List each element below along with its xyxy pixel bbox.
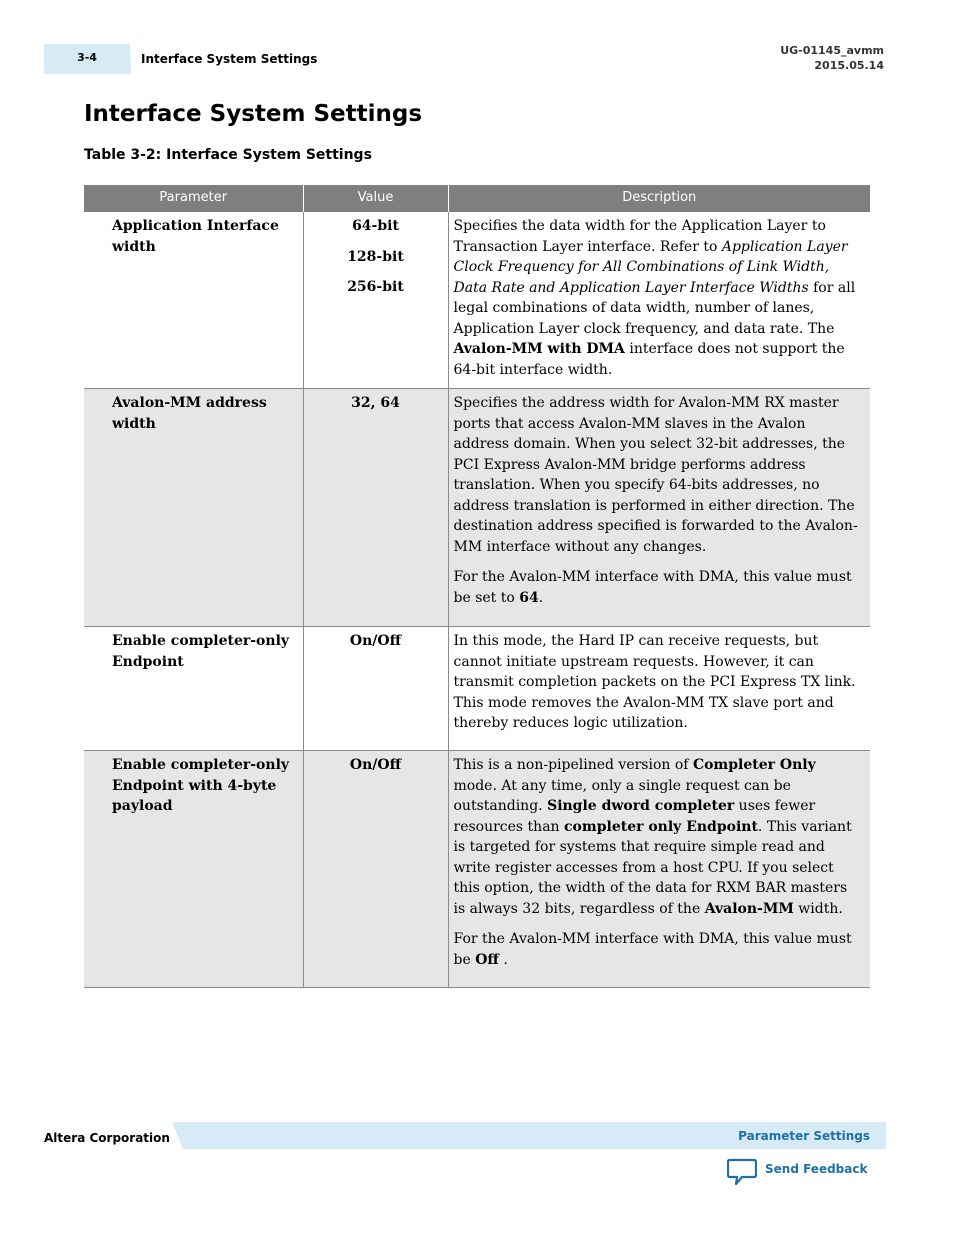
table-row xyxy=(84,627,870,751)
table-caption: Table 3-2: Interface System Settings xyxy=(84,147,372,163)
value-option: On/Off xyxy=(349,757,402,773)
value-cell xyxy=(303,627,448,751)
send-feedback-link[interactable]: Send Feedback xyxy=(765,1162,868,1176)
column-header-description: Description xyxy=(448,185,870,212)
description-paragraph: For the Avalon-MM interface with DMA, this value must be set to 64. xyxy=(453,569,852,606)
value-cell xyxy=(303,751,448,988)
document-date: 2015.05.14 xyxy=(814,59,884,72)
table-row xyxy=(84,212,870,389)
value-cell xyxy=(303,389,448,627)
parameter-name: Avalon-MM address width xyxy=(84,389,303,627)
description-paragraph: In this mode, the Hard IP can receive requests, but cannot initiate upstream requests. However, it can transmit completion packets on the PCI Express TX link. This mode removes the Avalon-MM TX slave port and thereby reduces logic utilization. xyxy=(453,633,856,731)
document-info xyxy=(780,43,884,73)
parameter-name: Enable completer-only Endpoint xyxy=(84,627,303,751)
footer-section-link[interactable]: Parameter Settings xyxy=(738,1129,870,1143)
value-option: On/Off xyxy=(349,633,402,649)
page-number: 3-4 xyxy=(77,51,97,64)
table-row xyxy=(84,751,870,988)
description-cell xyxy=(448,751,870,988)
column-header-value: Value xyxy=(303,185,448,212)
parameters-table xyxy=(84,185,870,988)
footer-company: Altera Corporation xyxy=(44,1131,170,1145)
page-title: Interface System Settings xyxy=(84,101,423,127)
value-option: 256-bit xyxy=(347,279,404,295)
feedback-icon[interactable] xyxy=(727,1158,757,1190)
description-paragraph: Specifies the address width for Avalon-MM RX master ports that access Avalon-MM slaves in the Avalon address domain. When you select 32-bit addresses, the PCI Express Avalon-MM bridge performs address translation. When you specify 64-bits addresses, no address translation is performed in either direction. The destination address specified is forwarded to the Avalon-MM interface without any changes. xyxy=(453,395,858,555)
header-section-title: Interface System Settings xyxy=(141,52,318,66)
value-option: 128-bit xyxy=(347,248,404,265)
description-cell xyxy=(448,212,870,389)
description-paragraph: Specifies the data width for the Application Layer to Transaction Layer interface. Refer to Application Layer Clock Frequency for All Combinations of Link Width, Data Rate and Application Layer Interface Widths for all legal combinations of data width, number of lanes, Application Layer clock frequency, and data rate. The Avalon-MM with DMA interface does not support the 64-bit interface width. xyxy=(453,218,856,378)
table-header-row xyxy=(84,185,870,212)
document-id: UG-01145_avmm xyxy=(780,44,884,57)
description-cell xyxy=(448,627,870,751)
value-option: 64-bit xyxy=(352,218,399,234)
value-option: 32, 64 xyxy=(351,395,400,411)
parameter-name: Enable completer-only Endpoint with 4-byte payload xyxy=(84,751,303,988)
value-cell xyxy=(303,212,448,389)
description-paragraph: This is a non-pipelined version of Completer Only mode. At any time, only a single request can be outstanding. Single dword completer uses fewer resources than completer only Endpoint. This variant is targeted for systems that require simple read and write register accesses from a host CPU. If you select this option, the width of the data for RXM BAR masters is always 32 bits, regardless of the Avalon-MM width. xyxy=(453,757,852,917)
description-paragraph: For the Avalon-MM interface with DMA, this value must be Off . xyxy=(453,931,852,968)
description-cell xyxy=(448,389,870,627)
column-header-parameter: Parameter xyxy=(84,185,303,212)
parameter-name: Application Interface width xyxy=(84,212,303,389)
table-row xyxy=(84,389,870,627)
